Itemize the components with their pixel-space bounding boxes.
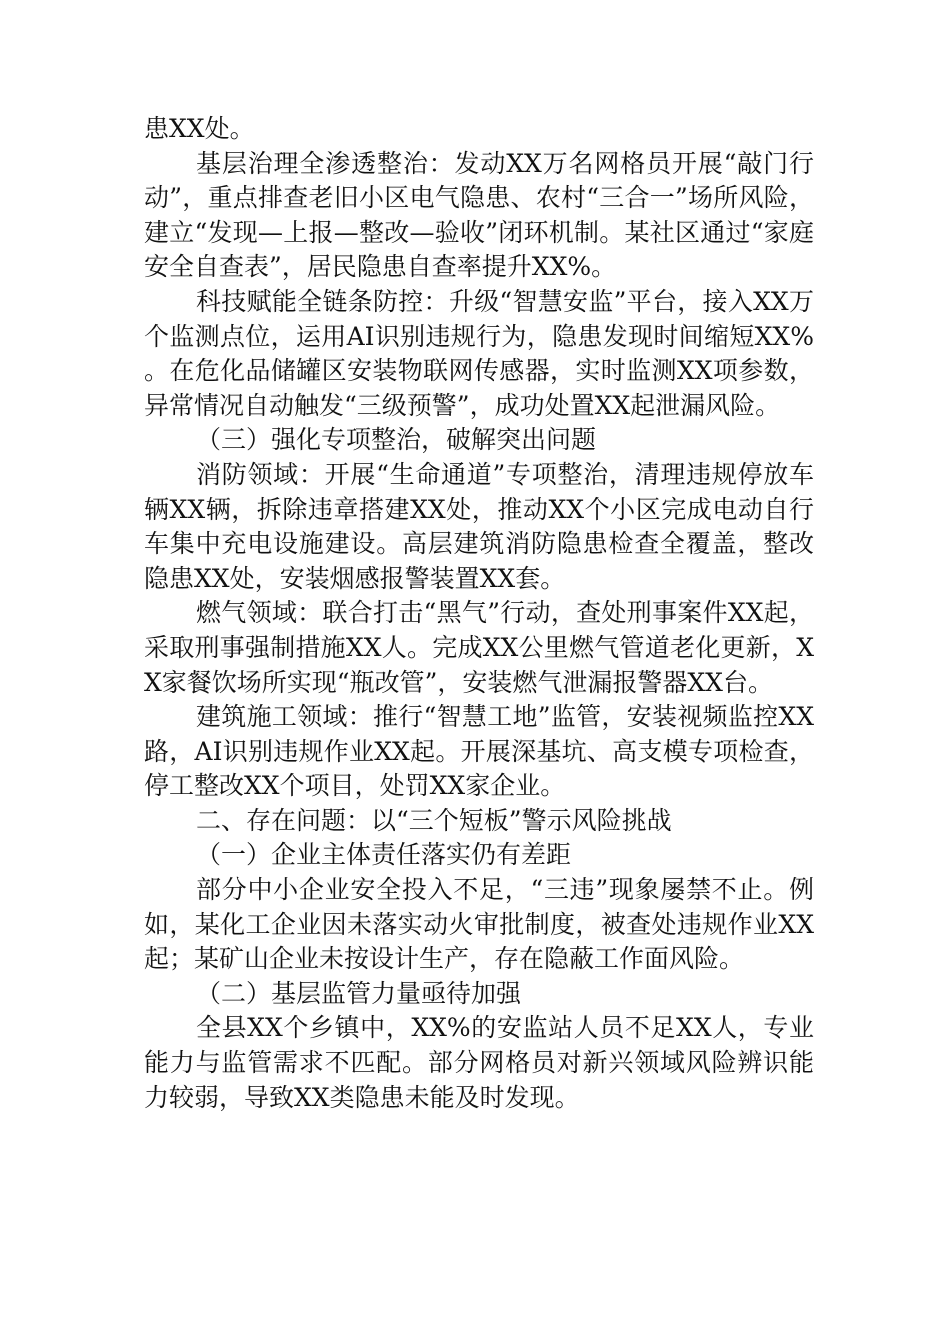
paragraph-continuation: 患XX处。 [144, 114, 255, 143]
section-heading-special-rectification: （三）强化专项整治，破解突出问题 [196, 425, 597, 455]
paragraph-gas-safety: 燃气领域：联合打击“黑气”行动，查处刑事案件XX起，采取刑事强制措施XX人。完成XX公里燃气管道老化更新，XX家餐饮场所实现“瓶改管”，安装燃气泄漏报警器XX台。 [144, 598, 814, 697]
paragraph-grassroots-supervision: 全县XX个乡镇中，XX%的安监站人员不足XX人，专业能力与监管需求不匹配。部分网格员对新兴领域风险辨识能力较弱，导致XX类隐患未能及时发现。 [144, 1013, 814, 1112]
subsection-heading-enterprise-responsibility: （一）企业主体责任落实仍有差距 [196, 840, 572, 870]
paragraph-grassroots-governance: 基层治理全渗透整治：发动XX万名网格员开展“敲门行动”，重点排查老旧小区电气隐患、农村“三合一”场所风险，建立“发现—上报—整改—验收”闭环机制。某社区通过“家庭安全自查表”，居民隐患自查率提升XX%。 [144, 148, 814, 282]
paragraph-tech-empowerment: 科技赋能全链条防控：升级“智慧安监”平台，接入XX万个监测点位，运用AI识别违规行为，隐患发现时间缩短XX%。在危化品储罐区安装物联网传感器，实时监测XX项参数，异常情况自动触发“三级预警”，成功处置XX起泄漏风险。 [144, 286, 814, 420]
paragraph-construction-safety: 建筑施工领域：推行“智慧工地”监管，安装视频监控XX路，AI识别违规作业XX起。开展深基坑、高支模专项检查，停工整改XX个项目，处罚XX家企业。 [144, 702, 814, 801]
paragraph-enterprise-responsibility: 部分中小企业安全投入不足，“三违”现象屡禁不止。例如，某化工企业因未落实动火审批制度，被查处违规作业XX起；某矿山企业未按设计生产，存在隐蔽工作面风险。 [144, 875, 814, 974]
section-heading-existing-problems: 二、存在问题：以“三个短板”警示风险挑战 [196, 805, 672, 835]
subsection-heading-grassroots-supervision: （二）基层监管力量亟待加强 [196, 978, 522, 1008]
paragraph-fire-safety: 消防领域：开展“生命通道”专项整治，清理违规停放车辆XX辆，拆除违章搭建XX处，推动XX个小区完成电动自行车集中充电设施建设。高层建筑消防隐患检查全覆盖，整改隐患XX处，安装烟感报警装置XX套。 [144, 459, 814, 593]
document-body [144, 112, 814, 1115]
